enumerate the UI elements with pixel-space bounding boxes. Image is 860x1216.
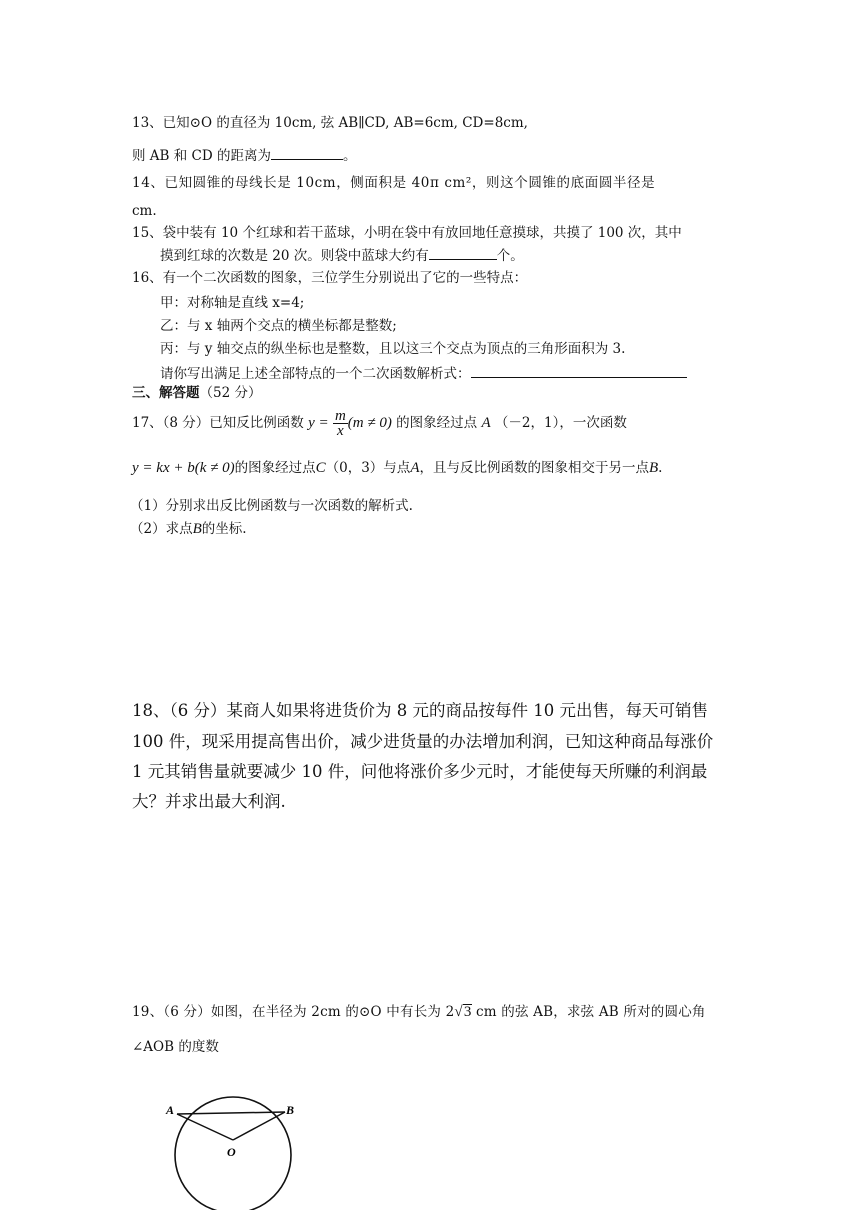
q15-text: 摸到红球的次数是 20 次。则袋中蓝球大约有 xyxy=(160,248,429,264)
label-b: B xyxy=(286,1103,295,1117)
q17-frac-den: x xyxy=(337,423,344,439)
q17-point-b: B xyxy=(648,460,659,476)
q17-line2 xyxy=(132,459,662,477)
q15-answer-blank[interactable] xyxy=(429,245,497,260)
label-a: A xyxy=(166,1103,175,1117)
circle-figure xyxy=(160,1090,310,1210)
q15-line1: 15、袋中装有 10 个红球和若干蓝球，小明在袋中有放回地任意摸球，共摸了 100 次，其中 xyxy=(132,225,682,241)
q17-sub2-end: 的坐标. xyxy=(201,521,247,537)
q16-statement-b: 乙：与 x 轴两个交点的横坐标都是整数; xyxy=(160,318,397,334)
q13-text: 则 AB 和 CD 的距离为 xyxy=(132,148,271,164)
section-score: （52 分） xyxy=(199,385,262,401)
q17-point-a-ref: A xyxy=(410,460,420,476)
radius-oa xyxy=(177,1114,233,1140)
q17-point-a: A xyxy=(481,415,491,431)
q17-linear-func: y = kx + b(k ≠ 0) xyxy=(132,460,235,476)
q19-line2: ∠AOB 的度数 xyxy=(132,1039,219,1055)
q13-line1: 13、已知⊙O 的直径为 10cm, 弦 AB∥CD, AB=6cm, CD=8cm, xyxy=(132,115,528,131)
q17-line2-text2: （0，3）与点 xyxy=(325,460,411,476)
q17-prefix: 17、（8 分）已知反比例函数 xyxy=(132,415,304,431)
q17-y-eq: y = xyxy=(308,415,329,431)
q15-end: 个。 xyxy=(496,248,524,264)
q16-line1: 16、有一个二次函数的图象，三位学生分别说出了它的一些特点： xyxy=(132,270,528,286)
q18-line3: 1 元其销售量就要减少 10 件，问他将涨价多少元时，才能使每天所赚的利润最 xyxy=(132,762,708,781)
q16-answer-blank[interactable] xyxy=(471,363,687,378)
q18-line4: 大？并求出最大利润. xyxy=(132,792,286,811)
label-o: O xyxy=(227,1145,236,1159)
q17-mid: 的图象经过点 xyxy=(396,415,478,431)
q15-line2 xyxy=(160,245,524,265)
q17-sub2-point-b: B xyxy=(192,521,202,537)
q16-ask-text: 请你写出满足上述全部特点的一个二次函数解析式： xyxy=(160,366,471,382)
q17-point-c: C xyxy=(315,460,326,476)
q17-line2-end: . xyxy=(658,460,663,476)
q14-line2: cm. xyxy=(132,203,157,219)
q16-ask xyxy=(160,363,687,383)
section-title: 三、解答题 xyxy=(132,385,200,401)
q16-statement-a: 甲：对称轴是直线 x=4; xyxy=(160,295,305,311)
q17-line2-text3: ，且与反比例函数的图象相交于另一点 xyxy=(419,460,649,476)
radius-ob xyxy=(233,1112,285,1140)
q13-line2 xyxy=(132,145,357,165)
section-heading xyxy=(132,384,261,402)
q17-condition: (m ≠ 0) xyxy=(347,415,392,431)
q16-statement-c: 丙：与 y 轴交点的纵坐标也是整数，且以这三个交点为顶点的三角形面积为 3. xyxy=(160,341,626,357)
q17-fraction xyxy=(333,409,348,438)
q13-answer-blank[interactable] xyxy=(271,145,343,160)
q19-text1: 19、（6 分）如图，在半径为 2cm 的⊙O 中有长为 2 xyxy=(132,1004,455,1020)
q17-frac-num: m xyxy=(334,408,346,424)
q17-sub2-text: （2）求点 xyxy=(130,521,193,537)
q19-sqrt: 3 xyxy=(463,1004,472,1020)
q17-point-a-coord: （－2，1），一次函数 xyxy=(494,415,627,431)
q17-line2-text1: 的图象经过点 xyxy=(234,460,316,476)
q18-line1: 18、（6 分）某商人如果将进货价为 8 元的商品按每件 10 元出售，每天可销售 xyxy=(132,701,708,720)
q17-sub1: （1）分别求出反比例函数与一次函数的解析式. xyxy=(130,498,413,514)
q14-line1: 14、已知圆锥的母线长是 10cm，侧面积是 40π cm²，则这个圆锥的底面圆半径是 xyxy=(132,175,656,191)
q19-text2: cm 的弦 AB，求弦 AB 所对的圆心角 xyxy=(471,1004,706,1020)
q19-line1: 19、（6 分）如图，在半径为 2cm 的⊙O 中有长为 2√3 cm 的弦 AB，求弦 AB 所对的圆心角 xyxy=(132,1004,706,1020)
q17-line1 xyxy=(132,406,627,440)
q18-line2: 100 件，现采用提高售出价，减少进货量的办法增加利润，已知这种商品每涨价 xyxy=(132,732,714,751)
q13-end: 。 xyxy=(343,148,357,164)
q17-sub2 xyxy=(130,520,247,538)
